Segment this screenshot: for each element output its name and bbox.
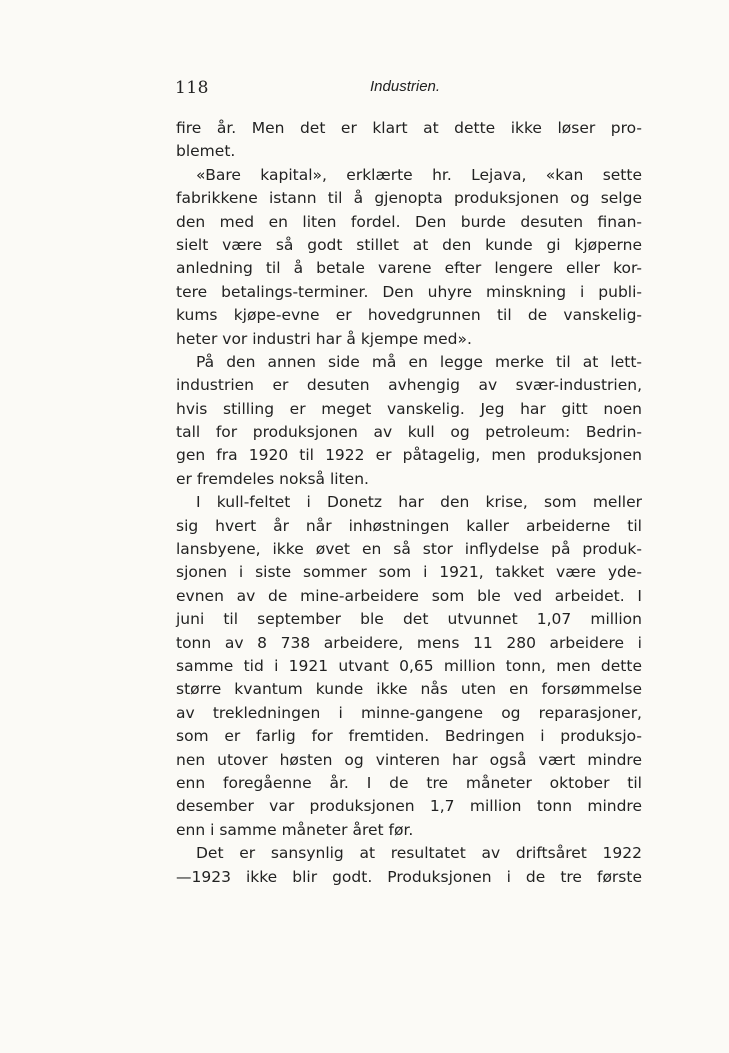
text-line: juni til september ble det utvunnet 1,07 million (176, 610, 642, 629)
text-line: hvis stilling er meget vanskelig. Jeg har gitt noen (176, 399, 642, 418)
text-line: desember var produksjonen 1,7 million tonn mindre (176, 797, 642, 816)
text-line: som er farlig for fremtiden. Bedringen i produksjo- (176, 727, 642, 746)
page-header (175, 78, 640, 108)
text-line: Det er sansynlig at resultatet av driftsåret 1922 (196, 844, 642, 863)
text-line: større kvantum kunde ikke nås uten en forsømmelse (176, 680, 642, 699)
body-text (176, 117, 642, 889)
text-line: kums kjøpe-evne er hovedgrunnen til de vanskelig- (176, 306, 642, 325)
text-line: sig hvert år når inhøstningen kaller arbeiderne til (176, 516, 642, 535)
text-line: den med en liten fordel. Den burde desuten finan- (176, 212, 642, 231)
text-line: gen fra 1920 til 1922 er påtagelig, men produksjonen (176, 446, 642, 465)
text-line: enn i samme måneter året før. (176, 820, 414, 839)
text-line: sielt være så godt stillet at den kunde gi kjøperne (176, 235, 642, 254)
text-line: nen utover høsten og vinteren har også vært mindre (176, 750, 642, 769)
text-line: tere betalings-terminer. Den uhyre minskning i publi- (176, 282, 642, 301)
running-title: Industrien. (370, 78, 441, 95)
text-line: sjonen i siste sommer som i 1921, takket være yde- (176, 563, 642, 582)
text-line: er fremdeles nokså liten. (176, 469, 369, 488)
text-line: av trekledningen i minne-gangene og reparasjoner, (176, 703, 642, 722)
text-line: fabrikkene istann til å gjenopta produksjonen og selge (176, 189, 642, 208)
text-line: samme tid i 1921 utvant 0,65 million tonn, men dette (176, 656, 642, 675)
text-line: fire år. Men det er klart at dette ikke løser pro- (176, 119, 642, 137)
text-line: heter vor industri har å kjempe med». (176, 329, 472, 348)
text-line: anledning til å betale varene efter lengere eller kor- (176, 259, 642, 278)
text-line: evnen av de mine-arbeidere som ble ved arbeidet. I (176, 586, 642, 605)
text-line: enn foregåenne år. I de tre måneter oktober til (176, 773, 642, 792)
text-line: «Bare kapital», erklærte hr. Lejava, «kan sette (196, 165, 642, 184)
text-line: industrien er desuten avhengig av svær-industrien, (176, 376, 642, 395)
text-line: tall for produksjonen av kull og petroleum: Bedrin- (176, 423, 642, 442)
page-number: 118 (175, 78, 209, 98)
text-line: På den annen side må en legge merke til at lett- (196, 352, 642, 371)
text-line: blemet. (176, 142, 236, 161)
text-line: —1923 ikke blir godt. Produksjonen i de tre første (176, 867, 642, 886)
text-line: tonn av 8 738 arbeidere, mens 11 280 arbeidere i (176, 633, 642, 652)
text-line: lansbyene, ikke øvet en så stor inflydelse på produk- (176, 540, 642, 559)
text-line: I kull-feltet i Donetz har den krise, som meller (196, 493, 642, 512)
